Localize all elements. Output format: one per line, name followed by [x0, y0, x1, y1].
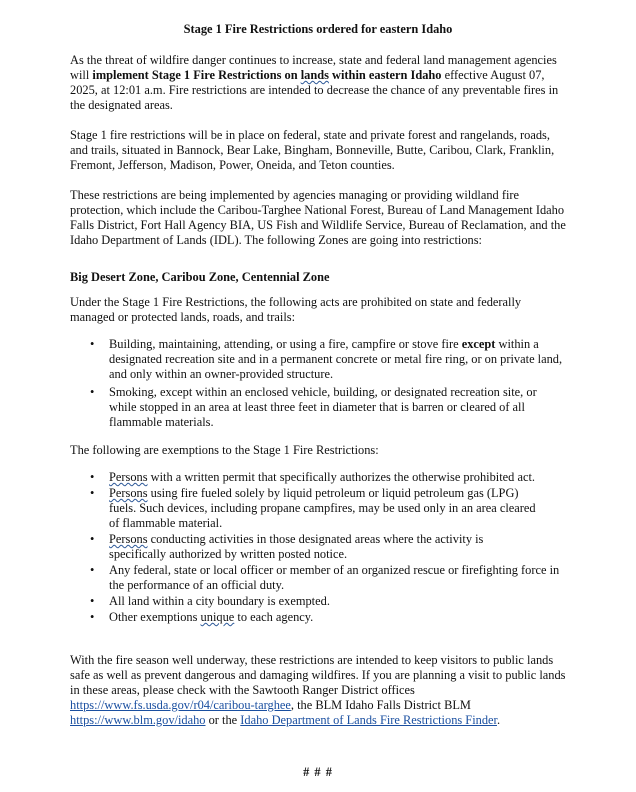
intro-paragraph: [70, 53, 566, 113]
counties-paragraph: Stage 1 fire restrictions will be in place on federal, state and private forest and rangelands, roads, and trails, situated in Bannock, Bear Lake, Bingham, Bonneville, Butte, Caribou, Clark, Franklin, Fremont, Jefferson, Madison, Power, Oneida, and Teton counties.: [70, 128, 555, 172]
list-item: [70, 610, 566, 625]
closing-text-3: or the: [205, 713, 241, 727]
list-item: [70, 486, 566, 531]
persons-word: Persons: [109, 532, 148, 546]
bullet-icon: •: [90, 532, 95, 546]
list-item-text: All land within a city boundary is exempted.: [109, 594, 330, 608]
bullet-icon: •: [90, 486, 95, 500]
closing-paragraph: [70, 653, 566, 728]
list-item-text: conducting activities in those designated areas where the activity is specifically authorized by written posted notice.: [109, 532, 484, 561]
exemptions-intro: The following are exemptions to the Stage 1 Fire Restrictions:: [70, 443, 379, 457]
list-item-text: with a written permit that specifically authorizes the otherwise prohibited act.: [147, 470, 535, 484]
agencies-paragraph: These restrictions are being implemented by agencies managing or providing wildland fire protection, which include the Caribou-Targhee National Forest, Bureau of Land Management Idaho Falls District, Fort Hall Agency BIA, US Fish and Wildlife Service, Bureau of Reclamation, and the Idaho Department of Lands (IDL). The following Zones are going into restrictions:: [70, 188, 566, 247]
document-title: Stage 1 Fire Restrictions ordered for eastern Idaho: [183, 22, 453, 36]
bullet-icon: •: [90, 610, 95, 624]
bullet-icon: •: [90, 470, 95, 484]
list-item-text-2: to each agency.: [234, 610, 314, 624]
list-item-text: using fire fueled solely by liquid petroleum or liquid petroleum gas (LPG) fuels. Such devices, including propane campfires, may be used only in an area cleared of flammable material.: [109, 486, 536, 530]
intro-text-2: effective August 07, 2025, at 12:01 a.m. Fire restrictions are intended to decrease the chance of any preventable fires in the designated areas.: [70, 68, 559, 112]
forest-service-link[interactable]: https://www.fs.usda.gov/r04/caribou-targhee: [70, 698, 291, 712]
bullet-icon: •: [90, 385, 95, 399]
list-item-text: Smoking, except within an enclosed vehicle, building, or designated recreation site, or while stopped in an area at least three feet in diameter that is barren or cleared of all flammable materials.: [109, 385, 537, 429]
lands-word: lands: [300, 68, 329, 82]
list-item: [70, 385, 566, 430]
exemptions-list: [70, 470, 566, 625]
intro-bold: [92, 68, 441, 82]
list-item: [70, 532, 566, 562]
list-item-text-2: within a designated recreation site and in a permanent concrete or metal fire ring, or on private land, and only within an owner-provided structure.: [109, 337, 563, 381]
persons-word: Persons: [109, 470, 148, 484]
persons-word: Persons: [109, 486, 148, 500]
bullet-icon: •: [90, 563, 95, 577]
document-page: [70, 22, 566, 743]
prohibited-intro: Under the Stage 1 Fire Restrictions, the following acts are prohibited on state and federally managed or protected lands, roads, and trails:: [70, 295, 522, 324]
list-item: [70, 337, 566, 382]
closing-text-2: , the BLM Idaho Falls District BLM: [290, 698, 471, 712]
list-item-text: Any federal, state or local officer or member of an organized rescue or firefighting force in the performance of an official duty.: [109, 563, 560, 592]
intro-bold-text: implement Stage 1 Fire Restrictions on: [92, 68, 301, 82]
unique-word: unique: [200, 610, 235, 624]
except-word: except: [461, 337, 496, 351]
intro-text: As the threat of wildfire danger continues to increase, state and federal land management agencies will: [70, 53, 557, 82]
bullet-icon: •: [90, 337, 95, 351]
end-mark: # # #: [303, 765, 333, 779]
bullet-icon: •: [90, 594, 95, 608]
zones-heading: Big Desert Zone, Caribou Zone, Centennial Zone: [70, 270, 330, 284]
blm-link[interactable]: https://www.blm.gov/idaho: [70, 713, 206, 727]
idl-finder-link[interactable]: Idaho Department of Lands Fire Restrictions Finder: [240, 713, 497, 727]
closing-text: With the fire season well underway, these restrictions are intended to keep visitors to public lands safe as well as prevent dangerous and damaging wildfires. If you are planning a visit to public lands in these areas, please check with the Sawtooth Ranger District offices: [70, 653, 566, 697]
prohibited-list: [70, 337, 566, 430]
list-item: [70, 470, 566, 485]
list-item-text: Other exemptions: [109, 610, 201, 624]
list-item-text: Building, maintaining, attending, or using a fire, campfire or stove fire: [109, 337, 462, 351]
list-item: [70, 594, 566, 609]
closing-text-4: .: [496, 713, 501, 727]
intro-bold-text-2: within eastern Idaho: [328, 68, 442, 82]
list-item: [70, 563, 566, 593]
